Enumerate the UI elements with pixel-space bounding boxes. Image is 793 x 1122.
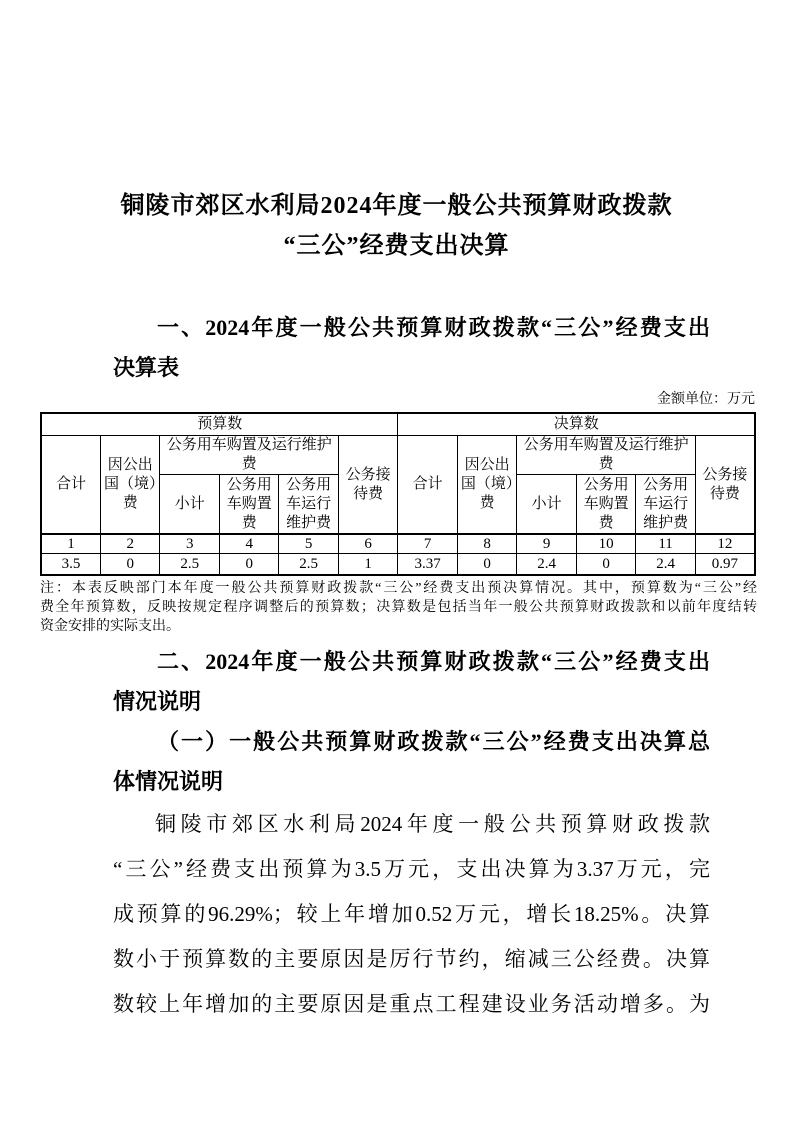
section1-heading <box>113 308 710 388</box>
header-budget-reception: 公务接待费 <box>338 436 397 535</box>
paragraph-line-1: 铜陵市郊区水利局2024年度一般公共预算财政拨款 <box>155 812 710 836</box>
table-note <box>40 579 757 636</box>
body-paragraph <box>113 802 710 1027</box>
header-final-reception: 公务接待费 <box>695 436 755 535</box>
header-final-vehicle-group: 公务用车购置及运行维护费 <box>517 436 695 475</box>
header-final-purchase: 公务用车购置费 <box>576 475 635 535</box>
paragraph-line-2: “三公”经费支出预算为3.5万元，支出决算为3.37万元，完 <box>113 857 710 881</box>
group-header-final: 决算数 <box>398 413 755 436</box>
header-budget-abroad: 因公出国（境）费 <box>100 436 159 535</box>
col-number: 3 <box>160 534 219 554</box>
table-note-line-1: 注：本表反映部门本年度一般公共预算财政拨款“三公”经费支出预决算情况。其中，预算数为“三公”经 <box>40 581 757 596</box>
section2-heading-line-2: 情况说明 <box>113 689 202 714</box>
col-number: 5 <box>279 534 338 554</box>
value-budget-reception: 1 <box>338 554 397 576</box>
value-budget-operation: 2.5 <box>279 554 338 576</box>
section2-heading-line-1: 二、2024年度一般公共预算财政拨款“三公”经费支出 <box>157 649 710 674</box>
col-number: 8 <box>457 534 516 554</box>
header-final-operation: 公务用车运行维护费 <box>636 475 695 535</box>
col-number: 12 <box>695 534 755 554</box>
section1-heading-line-1: 一、2024年度一般公共预算财政拨款“三公”经费支出 <box>157 315 710 340</box>
header-budget-operation: 公务用车运行维护费 <box>279 475 338 535</box>
value-final-operation: 2.4 <box>636 554 695 576</box>
header-budget-vehicle-group: 公务用车购置及运行维护费 <box>160 436 338 475</box>
table-header-row-1 <box>41 436 755 475</box>
value-budget-total: 3.5 <box>41 554 100 576</box>
section1-heading-line-2: 决算表 <box>113 355 180 380</box>
paragraph-line-4: 数小于预算数的主要原因是厉行节约，缩减三公经费。决算 <box>113 947 710 971</box>
value-budget-abroad: 0 <box>100 554 159 576</box>
value-final-subtotal: 2.4 <box>517 554 576 576</box>
col-number: 10 <box>576 534 635 554</box>
header-budget-subtotal: 小计 <box>160 475 219 535</box>
subsection1-heading-line-2: 体情况说明 <box>113 769 224 794</box>
header-final-subtotal: 小计 <box>517 475 576 535</box>
value-final-reception: 0.97 <box>695 554 755 576</box>
table-note-line-2: 费全年预算数，反映按规定程序调整后的预算数；决算数是包括当年一般公共预算财政拨款和以前年度结转 <box>40 600 757 615</box>
header-budget-purchase: 公务用车购置费 <box>219 475 278 535</box>
table-column-number-row <box>41 534 755 554</box>
three-public-expense-table <box>40 412 756 576</box>
group-header-budget: 预算数 <box>41 413 398 436</box>
value-final-total: 3.37 <box>398 554 457 576</box>
document-title-line-2: “三公”经费支出决算 <box>283 233 510 259</box>
table-value-row <box>41 554 755 576</box>
col-number: 1 <box>41 534 100 554</box>
document-title <box>0 0 793 266</box>
col-number: 4 <box>219 534 278 554</box>
header-final-abroad: 因公出国（境）费 <box>457 436 516 535</box>
value-final-abroad: 0 <box>457 554 516 576</box>
col-number: 9 <box>517 534 576 554</box>
col-number: 11 <box>636 534 695 554</box>
subsection1-heading-line-1: （一）一般公共预算财政拨款“三公”经费支出决算总 <box>157 729 710 754</box>
paragraph-line-3: 成预算的96.29%；较上年增加0.52万元，增长18.25%。决算 <box>113 902 710 926</box>
subsection1-heading <box>113 722 710 802</box>
col-number: 2 <box>100 534 159 554</box>
value-budget-purchase: 0 <box>219 554 278 576</box>
value-final-purchase: 0 <box>576 554 635 576</box>
table-group-header-row <box>41 413 755 436</box>
col-number: 6 <box>338 534 397 554</box>
document-title-line-1: 铜陵市郊区水利局2024年度一般公共预算财政拨款 <box>120 193 673 219</box>
header-budget-total: 合计 <box>41 436 100 535</box>
header-final-total: 合计 <box>398 436 457 535</box>
section2-heading <box>113 642 710 722</box>
amount-unit-label: 金额单位：万元 <box>657 392 755 407</box>
value-budget-subtotal: 2.5 <box>160 554 219 576</box>
col-number: 7 <box>398 534 457 554</box>
table-note-line-3: 资金安排的实际支出。 <box>40 619 180 634</box>
paragraph-line-5: 数较上年增加的主要原因是重点工程建设业务活动增多。为 <box>113 992 710 1016</box>
